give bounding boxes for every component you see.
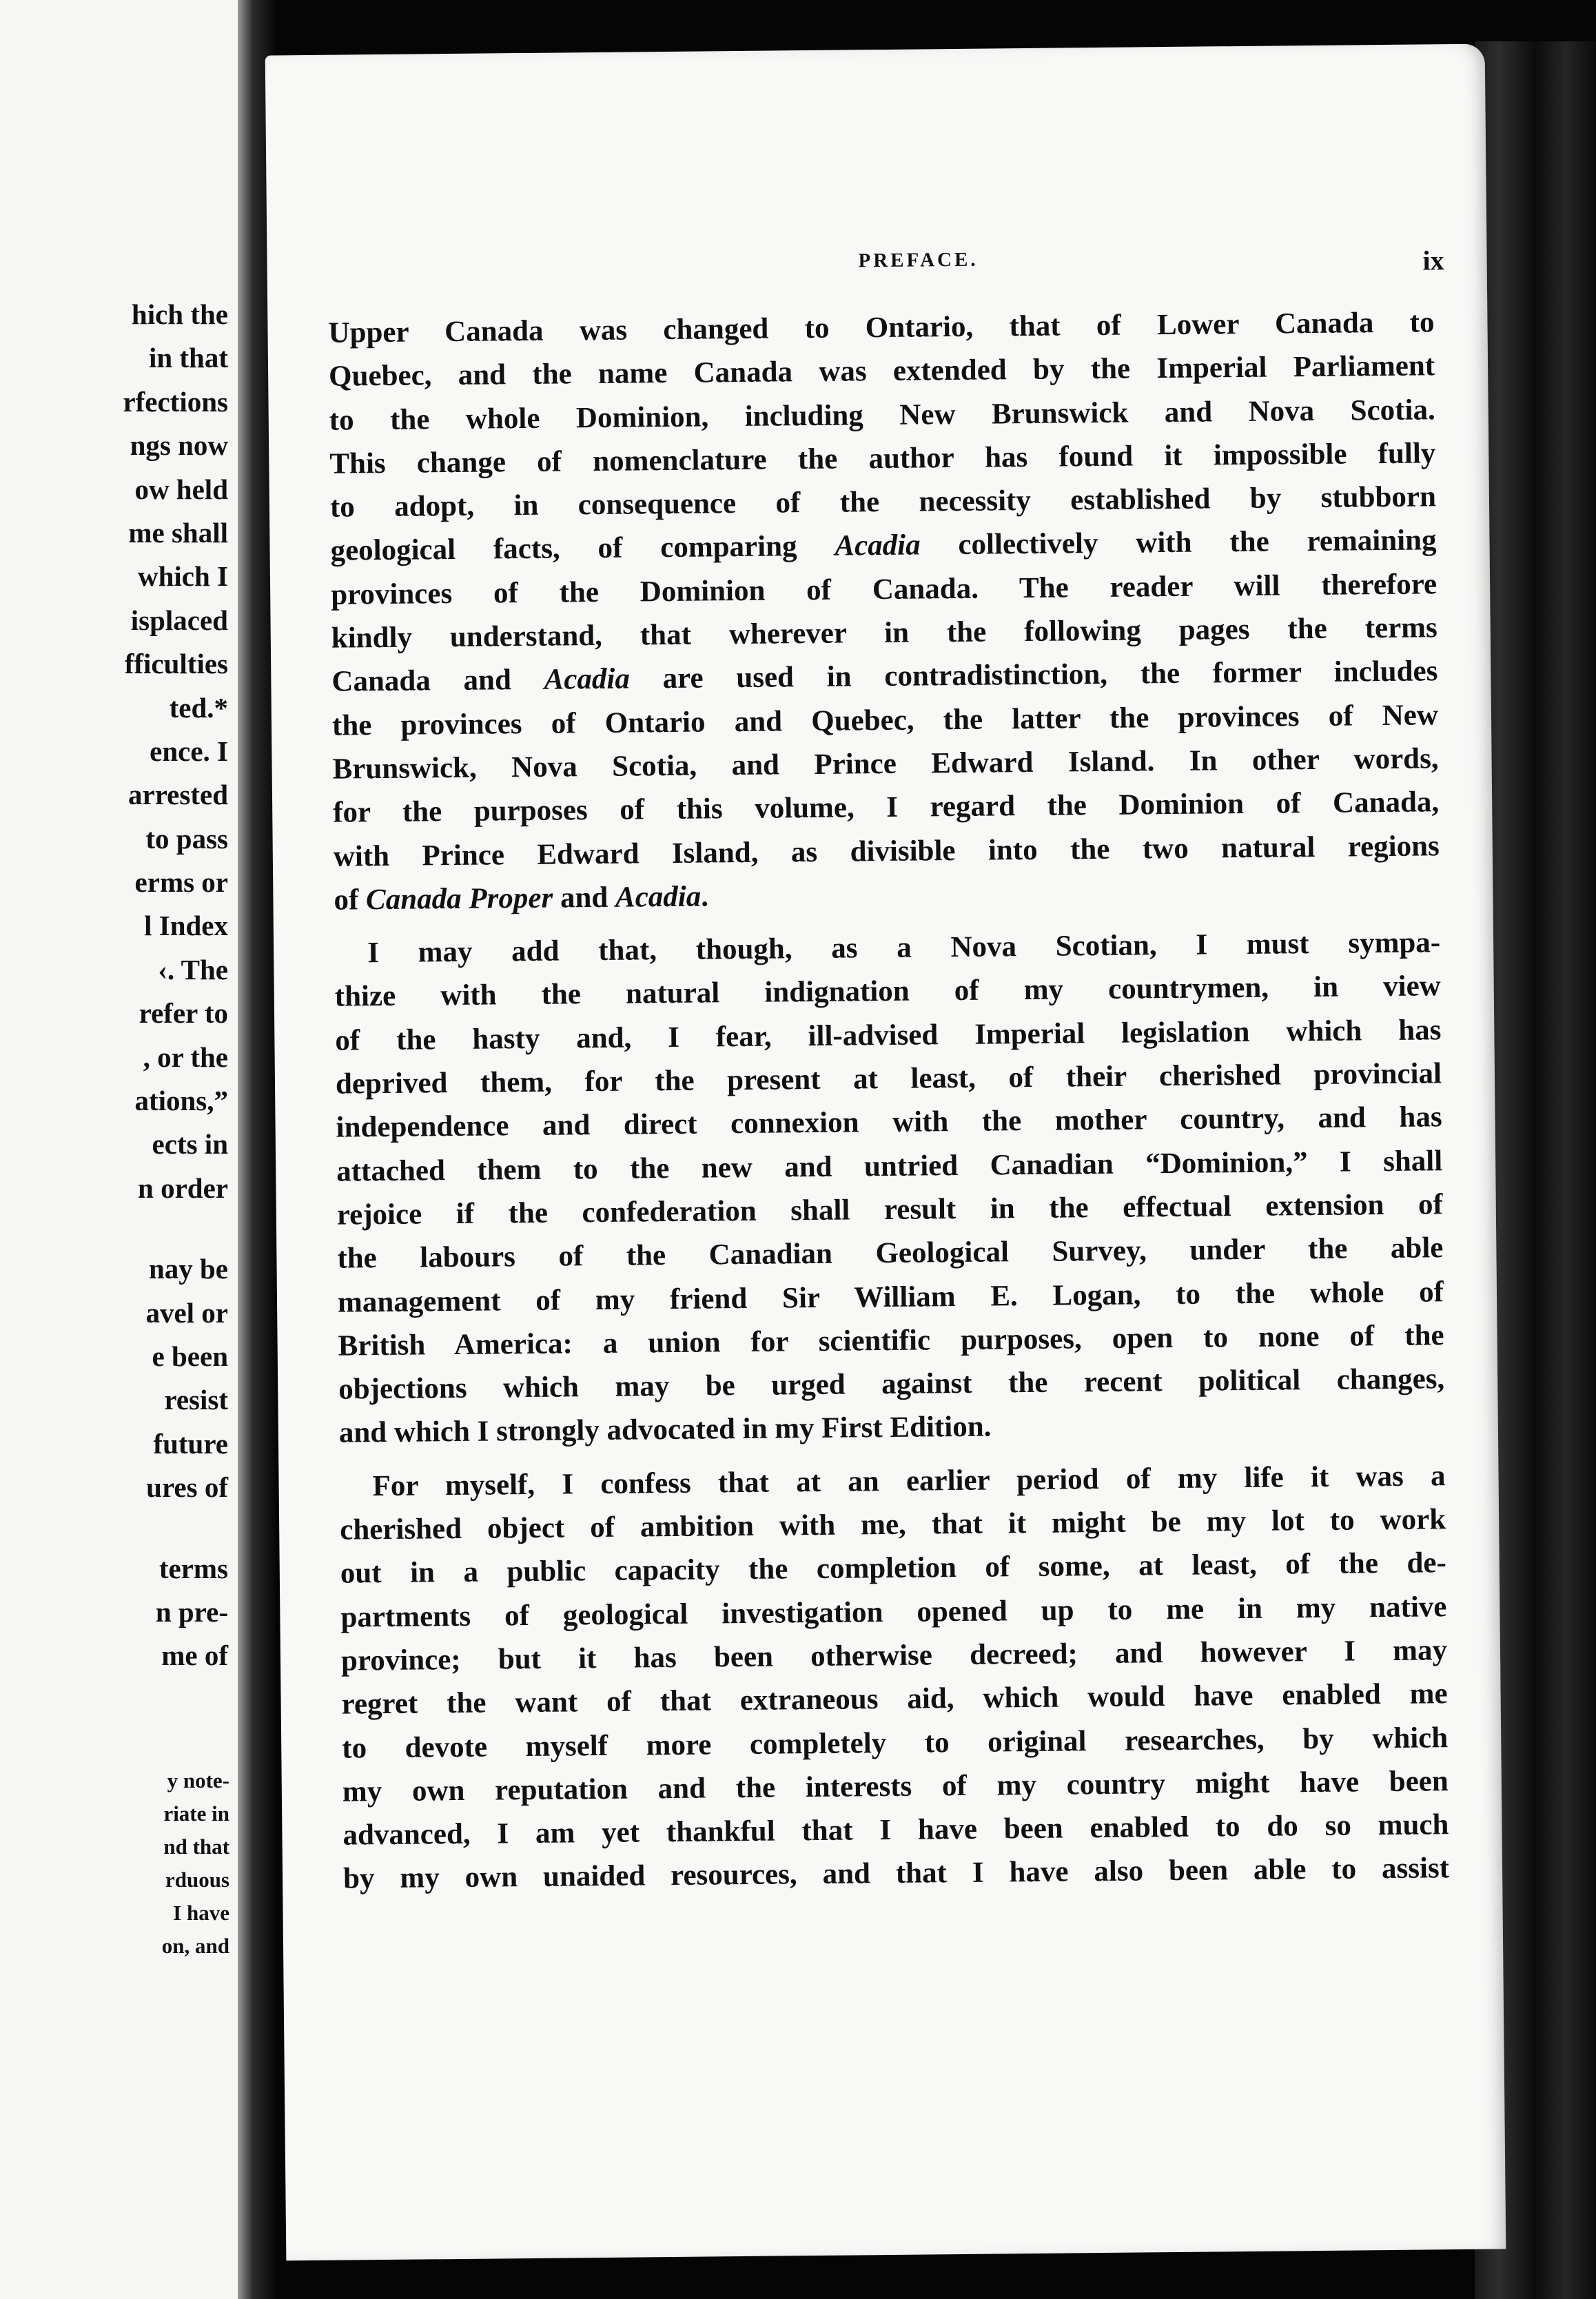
left-text-line: avel or bbox=[145, 1296, 228, 1329]
left-text-line: l Index bbox=[144, 910, 228, 942]
left-text-line: n pre- bbox=[155, 1595, 228, 1628]
text-line: kindly understand, that wherever in the following pages the terms bbox=[331, 611, 1438, 655]
text-line: regret the want of that extraneous aid, which would have enabled me bbox=[341, 1677, 1448, 1721]
left-text-line: which I bbox=[137, 560, 228, 593]
left-text-line: fficulties bbox=[124, 648, 228, 680]
text-line: with Prince Edward Island, as divisible into the two natural regions bbox=[333, 829, 1440, 873]
left-text-line: ‹. The bbox=[158, 953, 228, 985]
left-text-line: resist bbox=[164, 1384, 228, 1416]
text-line: Quebec, and the name Canada was extended by the Imperial Parliament bbox=[328, 349, 1435, 393]
text-line: I may add that, though, as a Nova Scotian, I must sympa- bbox=[367, 926, 1441, 970]
text-line: independence and direct connexion with the mother country, and has bbox=[336, 1101, 1442, 1144]
text-line: and which I strongly advocated in my First Edition. bbox=[338, 1410, 992, 1450]
left-text-line: isplaced bbox=[130, 604, 228, 636]
text-line: province; but it has been otherwise decreed; and however I may bbox=[340, 1634, 1448, 1677]
left-page-text bbox=[123, 293, 228, 1678]
text-line: to adopt, in consequence of the necessity established by stubborn bbox=[329, 480, 1437, 524]
left-text-line: ence. I bbox=[150, 735, 228, 767]
left-facing-page bbox=[0, 0, 238, 2299]
left-text-line: e been bbox=[152, 1340, 228, 1372]
left-text-line: terms bbox=[158, 1552, 228, 1584]
text-line: for the purposes of this volume, I regard the Dominion of Canada, bbox=[333, 786, 1440, 829]
text-line: by my own unaided resources, and that I have also been able to assist bbox=[342, 1852, 1450, 1895]
text-line: geological facts, of comparing Acadia collectively with the remaining bbox=[330, 524, 1437, 568]
left-footnote-line: I have bbox=[173, 1901, 229, 1925]
text-line: For myself, I confess that at an earlier period of my life it was a bbox=[372, 1459, 1446, 1502]
text-line: attached them to the new and untried Canadian “Dominion,” I shall bbox=[336, 1144, 1443, 1188]
left-text-line: ures of bbox=[146, 1471, 228, 1504]
left-page-footnote bbox=[162, 1764, 229, 1963]
text-line: This change of nomenclature the author has found it impossible fully bbox=[329, 437, 1436, 480]
paragraph-gap bbox=[123, 1510, 228, 1547]
left-footnote-line: riate in bbox=[163, 1801, 229, 1826]
text-line: management of my friend Sir William E. Logan, to the whole of bbox=[337, 1275, 1444, 1319]
text-line: objections which may be urged against the recent political changes, bbox=[338, 1362, 1445, 1406]
left-text-line: me of bbox=[161, 1639, 228, 1672]
left-text-line: ngs now bbox=[130, 429, 228, 462]
text-line: of Canada Proper and Acadia. bbox=[334, 880, 709, 917]
left-footnote-line: y note- bbox=[167, 1768, 229, 1792]
left-text-line: ations,” bbox=[134, 1085, 228, 1117]
left-text-line: refer to bbox=[139, 997, 228, 1030]
left-footnote-line: on, and bbox=[161, 1934, 229, 1958]
left-footnote-line: nd that bbox=[163, 1835, 229, 1859]
left-text-line: n order bbox=[138, 1172, 228, 1204]
left-text-line: me shall bbox=[128, 516, 228, 549]
paragraph-gap bbox=[123, 1210, 228, 1247]
text-line: Upper Canada was changed to Ontario, that of Lower Canada to bbox=[328, 306, 1435, 349]
left-text-line: ow held bbox=[134, 473, 228, 505]
text-line: thize with the natural indignation of my countrymen, in view bbox=[334, 970, 1441, 1014]
text-line: Canada and Acadia are used in contradistinction, the former includes bbox=[331, 655, 1438, 699]
text-line: partments of geological investigation opened up to me in my native bbox=[340, 1590, 1447, 1634]
preface-body-text bbox=[328, 300, 1449, 1901]
left-text-line: in that bbox=[148, 342, 228, 374]
text-line: to the whole Dominion, including New Brunswick and Nova Scotia. bbox=[329, 393, 1435, 437]
page-number: ix bbox=[1422, 245, 1444, 276]
text-line: deprived them, for the present at least, of their cherished provincial bbox=[335, 1057, 1442, 1101]
text-line: British America: a union for scientific purposes, open to none of the bbox=[338, 1319, 1444, 1362]
right-page bbox=[265, 44, 1506, 2261]
italic-term: Acadia bbox=[544, 662, 631, 697]
text-line: the labours of the Canadian Geological Survey, under the able bbox=[337, 1232, 1444, 1275]
text-line: rejoice if the confederation shall result in the effectual extension of bbox=[336, 1188, 1443, 1232]
running-head: PREFACE. bbox=[858, 248, 979, 272]
text-line: of the hasty and, I fear, ill-advised Imperial legislation which has bbox=[335, 1014, 1442, 1057]
left-text-line: ted.* bbox=[169, 691, 228, 724]
text-line: provinces of the Dominion of Canada. The reader will therefore bbox=[330, 568, 1438, 611]
left-text-line: , or the bbox=[143, 1041, 228, 1073]
text-line: the provinces of Ontario and Quebec, the latter the provinces of New bbox=[331, 698, 1439, 742]
text-line: cherished object of ambition with me, that it might be my lot to work bbox=[339, 1503, 1446, 1546]
italic-term: Canada Proper bbox=[365, 881, 553, 917]
text-line: to devote myself more completely to original researches, by which bbox=[342, 1721, 1449, 1765]
left-text-line: to pass bbox=[145, 822, 228, 855]
text-line: Brunswick, Nova Scotia, and Prince Edward Island. In other words, bbox=[332, 742, 1439, 786]
left-text-line: ects in bbox=[152, 1128, 228, 1161]
left-text-line: arrested bbox=[128, 779, 228, 811]
left-text-line: future bbox=[153, 1427, 228, 1460]
text-line: advanced, I am yet thankful that I have been enabled to do so much bbox=[342, 1808, 1449, 1852]
text-line: my own reputation and the interests of my country might have been bbox=[342, 1764, 1449, 1808]
left-text-line: nay be bbox=[148, 1253, 228, 1285]
left-text-line: rfections bbox=[123, 385, 228, 418]
text-line: out in a public capacity the completion of some, at least, of the de- bbox=[340, 1546, 1446, 1590]
italic-term: Acadia bbox=[615, 880, 702, 914]
left-footnote-line: rduous bbox=[165, 1868, 229, 1892]
left-text-line: hich the bbox=[131, 298, 228, 330]
left-text-line: erms or bbox=[134, 866, 228, 899]
italic-term: Acadia bbox=[835, 529, 921, 563]
